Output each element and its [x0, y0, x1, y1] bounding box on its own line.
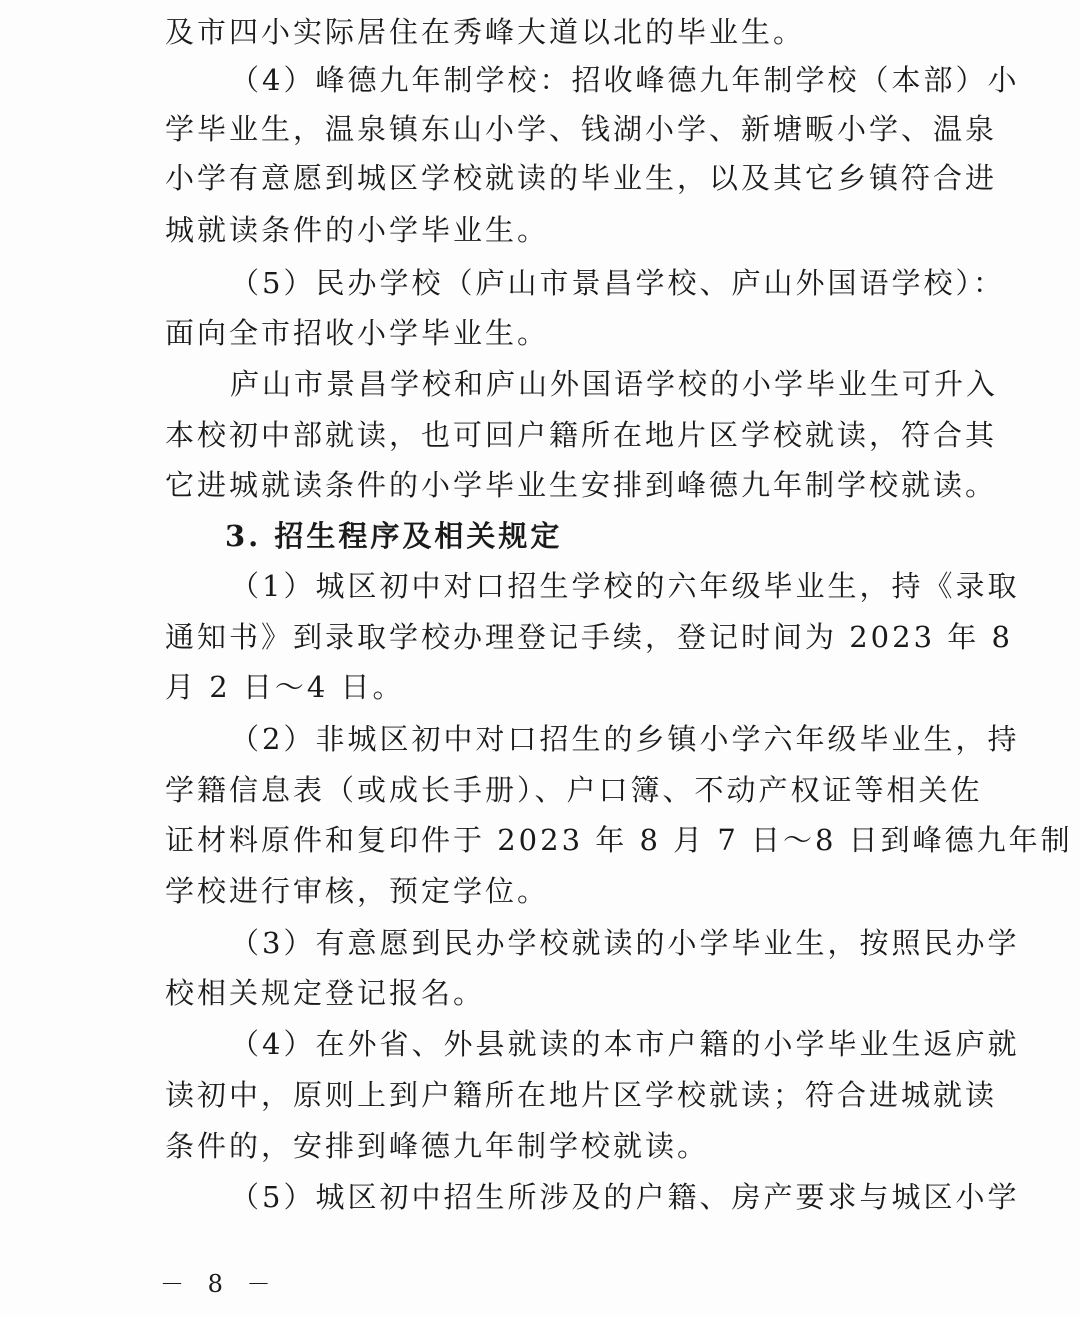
text-line: 通知书》到录取学校办理登记手续，登记时间为 2023 年 8	[165, 620, 1013, 654]
text-line: （1）城区初中对口招生学校的六年级毕业生，持《录取	[230, 569, 1020, 603]
text-line: 读初中，原则上到户籍所在地片区学校就读；符合进城就读	[165, 1078, 998, 1112]
text-line: 学毕业生，温泉镇东山小学、钱湖小学、新塘畈小学、温泉	[165, 112, 998, 146]
text-line: （3）有意愿到民办学校就读的小学毕业生，按照民办学	[230, 926, 1020, 960]
text-line: 学校进行审核，预定学位。	[165, 874, 550, 908]
text-line: 及市四小实际居住在秀峰大道以北的毕业生。	[165, 15, 806, 49]
text-line: 本校初中部就读，也可回户籍所在地片区学校就读，符合其	[165, 418, 998, 452]
text-line: 小学有意愿到城区学校就读的毕业生，以及其它乡镇符合进	[165, 161, 998, 195]
text-line: （5）城区初中招生所涉及的户籍、房产要求与城区小学	[230, 1180, 1020, 1214]
text-line: 它进城就读条件的小学毕业生安排到峰德九年制学校就读。	[165, 468, 998, 502]
text-line: 证材料原件和复印件于 2023 年 8 月 7 日～8 日到峰德九年制	[165, 823, 1073, 857]
text-line: 校相关规定登记报名。	[165, 976, 486, 1010]
text-line: （2）非城区初中对口招生的乡镇小学六年级毕业生，持	[230, 722, 1020, 756]
text-line: （4）峰德九年制学校：招收峰德九年制学校（本部）小	[230, 63, 1020, 97]
text-line: 学籍信息表（或成长手册）、户口簿、不动产权证等相关佐	[165, 773, 983, 807]
text-line: （5）民办学校（庐山市景昌学校、庐山外国语学校）：	[230, 266, 1005, 300]
text-line: 城就读条件的小学毕业生。	[165, 213, 550, 247]
text-line: 面向全市招收小学毕业生。	[165, 316, 550, 350]
section-heading: 3. 招生程序及相关规定	[225, 519, 563, 553]
text-line: 条件的，安排到峰德九年制学校就读。	[165, 1129, 710, 1163]
page-number: － 8 －	[160, 1270, 279, 1298]
text-line: （4）在外省、外县就读的本市户籍的小学毕业生返庐就	[230, 1027, 1020, 1061]
text-line: 月 2 日～4 日。	[165, 670, 405, 704]
text-line: 庐山市景昌学校和庐山外国语学校的小学毕业生可升入	[230, 367, 999, 401]
